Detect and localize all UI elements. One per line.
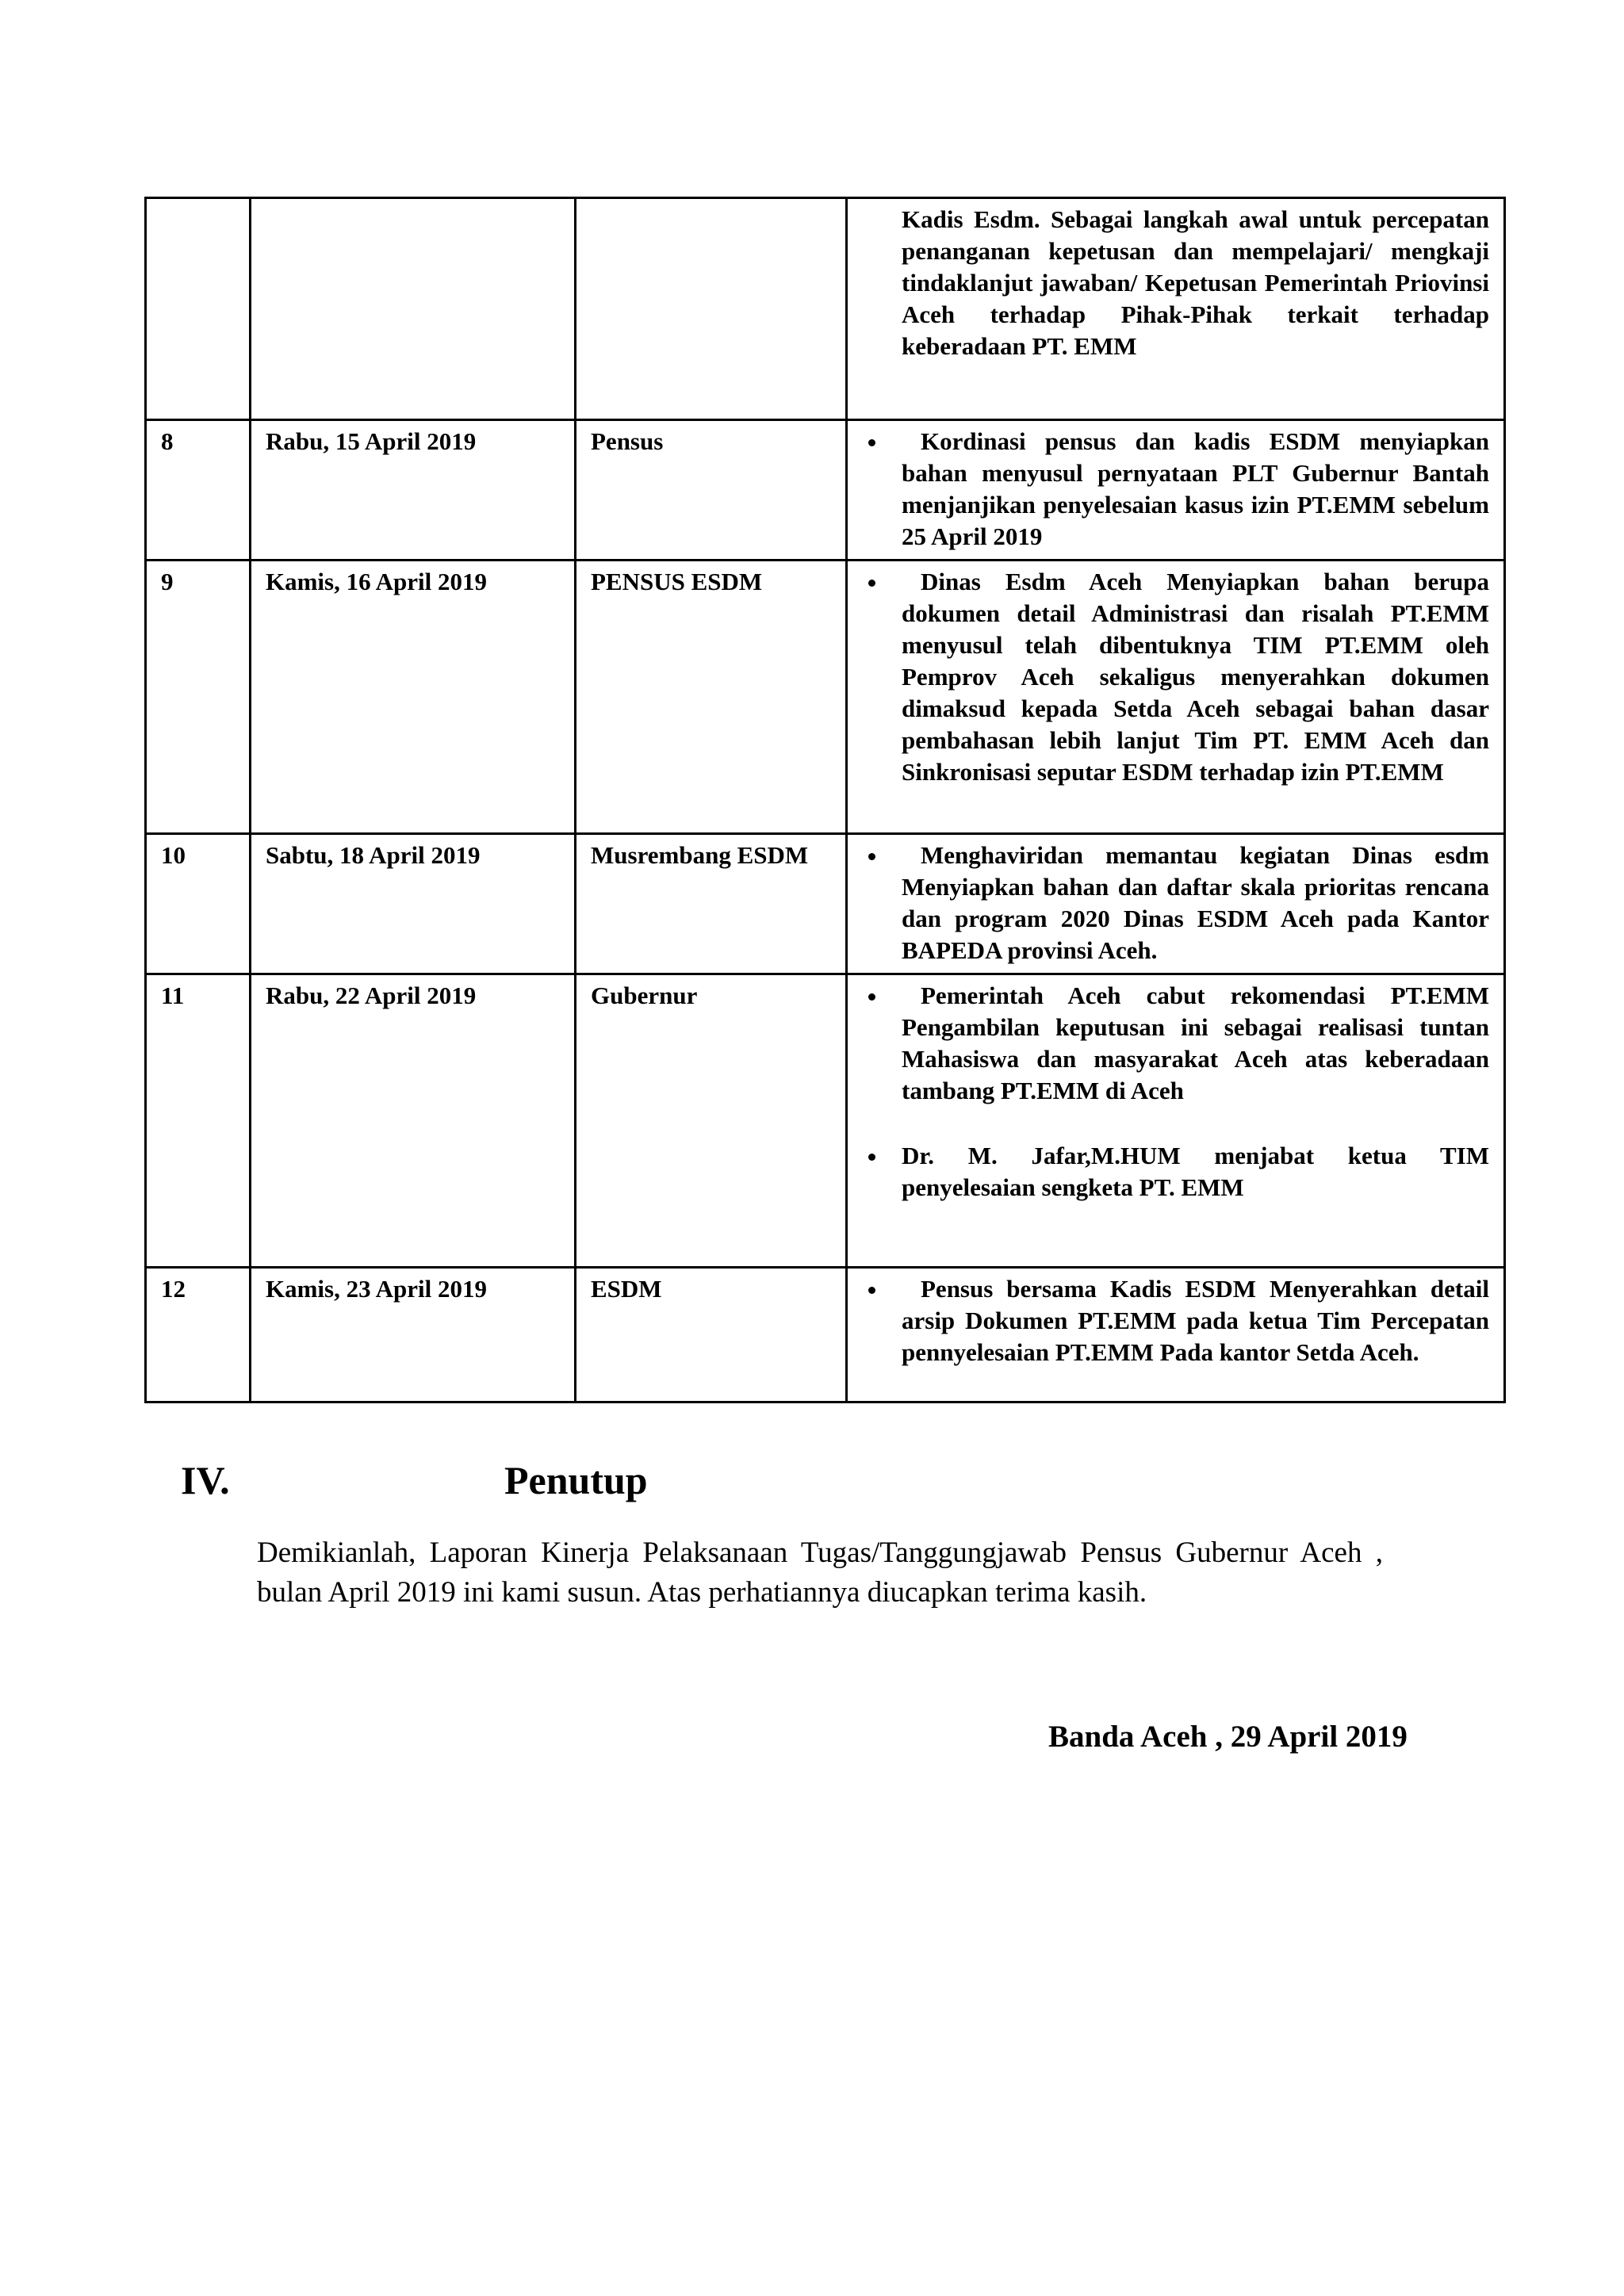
row-place-cell: Gubernur: [576, 974, 847, 1268]
row-number-cell: 8: [146, 420, 251, 561]
row-place-cell: [576, 198, 847, 420]
row-number-cell: 9: [146, 561, 251, 834]
row-activity-cell: [847, 974, 1505, 1268]
table-row: [146, 834, 1505, 974]
activity-item: Dinas Esdm Aceh Menyiapkan bahan berupa dokumen detail Administrasi dan risalah PT.EMM menyusul telah dibentuknya TIM PT.EMM oleh Pemprov Aceh sekaligus menyerahkan dokumen dimaksud kepada Setda Aceh sebagai bahan dasar pembahasan lebih lanjut Tim PT. EMM Aceh dan Sinkronisasi seputar ESDM terhadap izin PT.EMM: [902, 566, 1489, 788]
activity-list: [862, 566, 1489, 788]
closing-section-title: Penutup: [504, 1458, 648, 1502]
activity-report-table: [144, 197, 1506, 1403]
row-date-cell: Rabu, 22 April 2019: [251, 974, 576, 1268]
row-date-cell: Sabtu, 18 April 2019: [251, 834, 576, 974]
row-number-cell: 10: [146, 834, 251, 974]
row-date-cell: Rabu, 15 April 2019: [251, 420, 576, 561]
row-place-cell: Pensus: [576, 420, 847, 561]
activity-item: Pensus bersama Kadis ESDM Menyerahkan detail arsip Dokumen PT.EMM pada ketua Tim Percepatan pennyelesaian PT.EMM Pada kantor Setda Aceh.: [902, 1273, 1489, 1368]
row-activity-cell: [847, 1268, 1505, 1402]
row-activity-cell: [847, 834, 1505, 974]
row-number-cell: 11: [146, 974, 251, 1268]
row-date-cell: [251, 198, 576, 420]
table-row: [146, 974, 1505, 1268]
activity-item: Kadis Esdm. Sebagai langkah awal untuk percepatan penanganan kepetusan dan mempelajari/ mengkaji tindaklanjut jawaban/ Kepetusan Pemerintah Priovinsi Aceh terhadap Pihak-Pihak terkait terhadap keberadaan PT. EMM: [902, 205, 1489, 360]
row-activity-cell: [847, 420, 1505, 561]
row-activity-cell: [847, 198, 1505, 420]
activity-list: [862, 840, 1489, 966]
table-row: [146, 1268, 1505, 1402]
table-row: [146, 198, 1505, 420]
table-row: [146, 420, 1505, 561]
table-row: [146, 561, 1505, 834]
activity-list: [862, 980, 1489, 1203]
row-place-cell: ESDM: [576, 1268, 847, 1402]
row-activity-cell: [847, 561, 1505, 834]
activity-item: Pemerintah Aceh cabut rekomendasi PT.EMM Pengambilan keputusan ini sebagai realisasi tuntan Mahasiswa dan masyarakat Aceh atas keberadaan tambang PT.EMM di Aceh: [902, 980, 1489, 1107]
activity-item: Kordinasi pensus dan kadis ESDM menyiapkan bahan menyusul pernyataan PLT Gubernur Bantah menjanjikan penyelesaian kasus izin PT.EMM sebelum 25 April 2019: [902, 426, 1489, 553]
activity-list: [862, 204, 1489, 362]
activity-item: Dr. M. Jafar,M.HUM menjabat ketua TIM penyelesaian sengketa PT. EMM: [902, 1140, 1489, 1203]
activity-report-table-body: [146, 198, 1505, 1402]
row-number-cell: 12: [146, 1268, 251, 1402]
activity-list: [862, 1273, 1489, 1368]
row-date-cell: Kamis, 16 April 2019: [251, 561, 576, 834]
row-number-cell: [146, 198, 251, 420]
closing-section-number: IV.: [181, 1458, 230, 1502]
row-place-cell: Musrembang ESDM: [576, 834, 847, 974]
row-date-cell: Kamis, 23 April 2019: [251, 1268, 576, 1402]
activity-list: [862, 426, 1489, 553]
signature-place-date: Banda Aceh , 29 April 2019: [1048, 1720, 1408, 1754]
closing-paragraph: Demikianlah, Laporan Kinerja Pelaksanaan Tugas/Tanggungjawab Pensus Gubernur Aceh , bulan April 2019 ini kami susun. Atas perhatiannya diucapkan terima kasih.: [257, 1536, 1383, 1609]
row-place-cell: PENSUS ESDM: [576, 561, 847, 834]
activity-item: Menghaviridan memantau kegiatan Dinas esdm Menyiapkan bahan dan daftar skala prioritas rencana dan program 2020 Dinas ESDM Aceh pada Kantor BAPEDA provinsi Aceh.: [902, 840, 1489, 966]
